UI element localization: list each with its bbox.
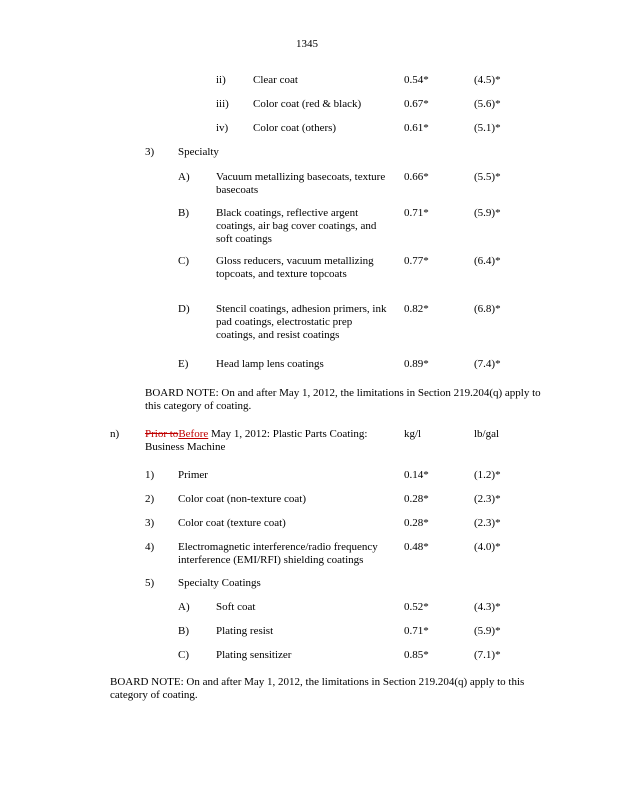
- row-number: A): [178, 601, 190, 613]
- row-label: Plating sensitizer: [216, 649, 292, 661]
- item-label: Primer: [178, 469, 208, 481]
- lb-value: (2.3)*: [474, 493, 501, 505]
- row-number: iv): [216, 122, 229, 134]
- lb-value: (6.4)*: [474, 255, 501, 267]
- inserted-text: Before: [178, 428, 209, 440]
- lb-value: (5.9)*: [474, 207, 501, 219]
- row-number: iii): [216, 98, 229, 110]
- lb-value: (7.4)*: [474, 358, 501, 370]
- lb-value: (4.5)*: [474, 74, 501, 86]
- row-label: Vacuum metallizing basecoats, texture basecoats: [216, 171, 386, 196]
- row-label: Gloss reducers, vacuum metallizing topcoats, and texture topcoats: [216, 255, 374, 280]
- item-number: 2): [145, 493, 155, 505]
- row-number: C): [178, 649, 189, 661]
- kg-value: 0.71*: [404, 207, 429, 219]
- lb-value: (5.9)*: [474, 625, 501, 637]
- kg-value: 0.52*: [404, 601, 429, 613]
- board-note: BOARD NOTE: On and after May 1, 2012, the limitations in Section 219.204(q) apply to this category of coating.: [145, 387, 541, 412]
- section-letter: n): [110, 428, 120, 440]
- lb-value: (5.5)*: [474, 171, 501, 183]
- kg-value: 0.48*: [404, 541, 429, 553]
- page-number: 1345: [296, 38, 318, 50]
- row-label: Black coatings, reflective argent coatings, air bag cover coatings, and soft coatings: [216, 207, 377, 245]
- row-label: Soft coat: [216, 601, 256, 613]
- row-number: E): [178, 358, 189, 370]
- kg-value: 0.77*: [404, 255, 429, 267]
- item-number: 4): [145, 541, 155, 553]
- kg-value: 0.82*: [404, 303, 429, 315]
- item-number: 3): [145, 146, 155, 158]
- row-number: D): [178, 303, 190, 315]
- section-heading: [145, 428, 395, 454]
- row-number: C): [178, 255, 189, 267]
- row-label: Plating resist: [216, 625, 274, 637]
- lb-value: (6.8)*: [474, 303, 501, 315]
- row-number: B): [178, 625, 189, 637]
- item-label: Color coat (texture coat): [178, 517, 286, 529]
- row-number: B): [178, 207, 189, 219]
- item-number: 1): [145, 469, 155, 481]
- item-label: Specialty: [178, 146, 219, 158]
- kg-value: 0.28*: [404, 517, 429, 529]
- row-label: Head lamp lens coatings: [216, 358, 324, 370]
- kg-value: 0.85*: [404, 649, 429, 661]
- row-label: Color coat (others): [253, 122, 337, 134]
- row-label: Clear coat: [253, 74, 298, 86]
- lb-value: (2.3)*: [474, 517, 501, 529]
- lb-value: (1.2)*: [474, 469, 501, 481]
- kg-value: 0.89*: [404, 358, 429, 370]
- row-number: ii): [216, 74, 226, 86]
- lb-value: (4.0)*: [474, 541, 501, 553]
- item-label: Electromagnetic interference/radio frequency interference (EMI/RFI) shielding coatings: [178, 541, 378, 566]
- deleted-text: Prior to: [145, 428, 179, 440]
- kg-value: 0.28*: [404, 493, 429, 505]
- row-label: Color coat (red & black): [253, 98, 362, 110]
- heading-text: May 1, 2012: Plastic Parts Coating: Business Machine: [145, 428, 368, 453]
- row-label: Stencil coatings, adhesion primers, ink pad coatings, electrostatic prep coatings, and resist coatings: [216, 303, 387, 341]
- kg-value: 0.54*: [404, 74, 429, 86]
- kg-value: 0.66*: [404, 171, 429, 183]
- unit-lb-header: lb/gal: [474, 428, 500, 440]
- lb-value: (4.3)*: [474, 601, 501, 613]
- row-number: A): [178, 171, 190, 183]
- lb-value: (5.1)*: [474, 122, 501, 134]
- item-number: 3): [145, 517, 155, 529]
- kg-value: 0.71*: [404, 625, 429, 637]
- item-number: 5): [145, 577, 155, 589]
- item-label: Specialty Coatings: [178, 577, 261, 589]
- kg-value: 0.61*: [404, 122, 429, 134]
- kg-value: 0.67*: [404, 98, 429, 110]
- kg-value: 0.14*: [404, 469, 429, 481]
- item-label: Color coat (non-texture coat): [178, 493, 306, 505]
- lb-value: (7.1)*: [474, 649, 501, 661]
- unit-kg-header: kg/l: [404, 428, 422, 440]
- board-note: BOARD NOTE: On and after May 1, 2012, the limitations in Section 219.204(q) apply to this category of coating.: [110, 676, 525, 701]
- lb-value: (5.6)*: [474, 98, 501, 110]
